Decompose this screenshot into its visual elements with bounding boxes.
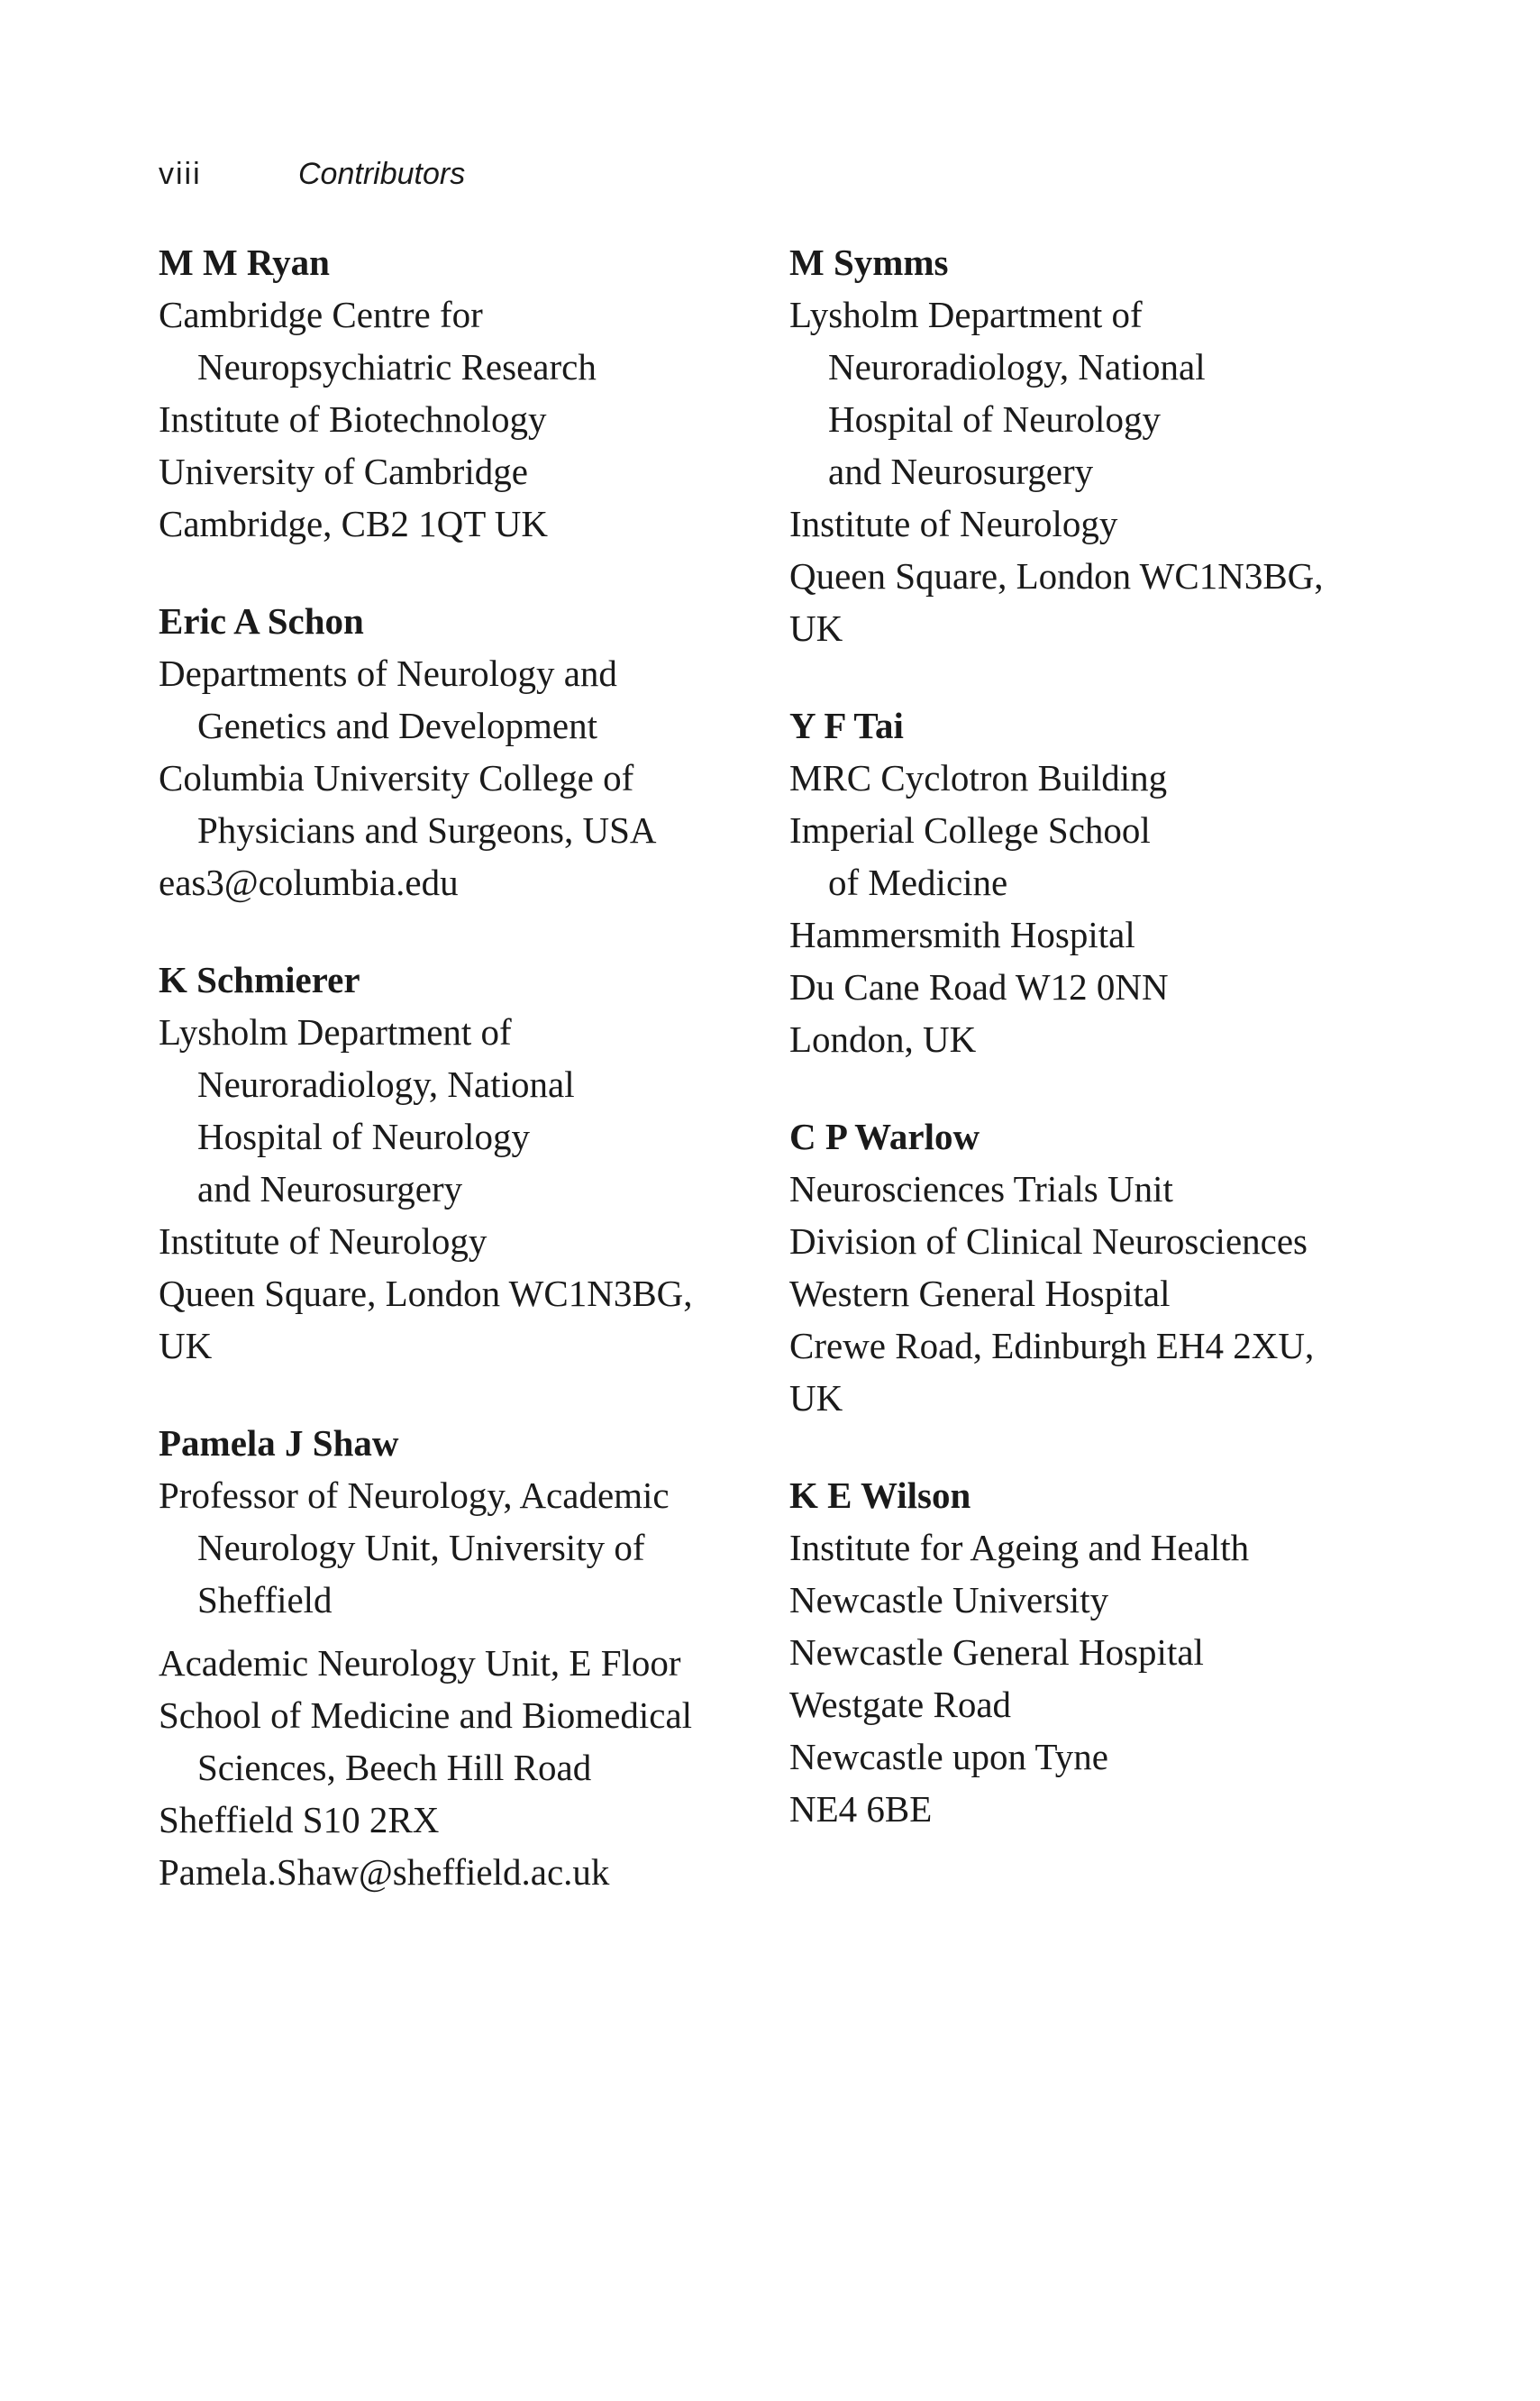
contributor-entry [159, 236, 771, 550]
affiliation-line: Newcastle General Hospital [789, 1631, 1204, 1673]
right-column [789, 236, 1402, 1880]
affiliation-line: eas3@columbia.edu [159, 862, 459, 903]
contributor-entry [789, 699, 1402, 1065]
contributor-entry [789, 236, 1402, 654]
affiliation-line: Physicians and Surgeons, USA [197, 809, 657, 851]
affiliation-line: Newcastle University [789, 1579, 1109, 1620]
contributor-name: K Schmierer [159, 959, 360, 1000]
contributor-entry [789, 1469, 1402, 1835]
affiliation-line: Du Cane Road W12 0NN [789, 966, 1169, 1008]
affiliation-line: Lysholm Department of [159, 1011, 512, 1053]
contributor-name: M M Ryan [159, 242, 330, 283]
affiliation-line: Neurology Unit, University of [197, 1527, 645, 1568]
contributor-entry [159, 595, 771, 908]
affiliation-line: Hospital of Neurology [828, 398, 1161, 440]
page-header [159, 151, 465, 196]
affiliation-line: Queen Square, London WC1N3BG, [159, 1273, 693, 1314]
affiliation-line: Hospital of Neurology [197, 1116, 530, 1157]
affiliation-line: Neuroradiology, National [828, 346, 1206, 388]
contributor-entry [159, 1417, 771, 1898]
affiliation-line: Sheffield S10 2RX [159, 1799, 440, 1840]
contributor-name: Eric A Schon [159, 600, 364, 642]
affiliation-line: Departments of Neurology and [159, 653, 617, 694]
affiliation-line: Professor of Neurology, Academic [159, 1474, 670, 1516]
affiliation-line: Crewe Road, Edinburgh EH4 2XU, [789, 1325, 1315, 1366]
contributor-name: Y F Tai [789, 705, 904, 746]
affiliation-line: Sciences, Beech Hill Road [197, 1747, 592, 1788]
affiliation-line: UK [159, 1325, 213, 1366]
affiliation-line: Western General Hospital [789, 1273, 1171, 1314]
affiliation-line: UK [789, 607, 843, 649]
affiliation-line: University of Cambridge [159, 451, 528, 492]
affiliation-line: Institute of Neurology [159, 1220, 488, 1262]
contributor-name: K E Wilson [789, 1474, 971, 1516]
affiliation-line: London, UK [789, 1018, 977, 1060]
affiliation-line: and Neurosurgery [828, 451, 1094, 492]
affiliation-line: Queen Square, London WC1N3BG, [789, 555, 1324, 597]
affiliation-line: Academic Neurology Unit, E Floor [159, 1642, 681, 1684]
affiliation-line: and Neurosurgery [197, 1168, 463, 1210]
contributor-name: Pamela J Shaw [159, 1422, 399, 1464]
contributor-entry [159, 954, 771, 1372]
affiliation-line: Institute of Neurology [789, 503, 1118, 544]
affiliation-line: Cambridge Centre for [159, 294, 483, 335]
affiliation-line: Columbia University College of [159, 757, 634, 799]
running-title: Contributors [298, 157, 466, 191]
affiliation-line: Sheffield [197, 1579, 333, 1620]
affiliation-line: Division of Clinical Neurosciences [789, 1220, 1308, 1262]
affiliation-line: Newcastle upon Tyne [789, 1736, 1108, 1777]
affiliation-line: of Medicine [828, 862, 1008, 903]
contributor-entry [789, 1110, 1402, 1424]
affiliation-line: Cambridge, CB2 1QT UK [159, 503, 549, 544]
affiliation-line: NE4 6BE [789, 1788, 933, 1830]
affiliation-line: UK [789, 1377, 843, 1419]
affiliation-line: MRC Cyclotron Building [789, 757, 1168, 799]
affiliation-line: Institute of Biotechnology [159, 398, 547, 440]
affiliation-line: Westgate Road [789, 1684, 1012, 1725]
affiliation-line: Imperial College School [789, 809, 1151, 851]
affiliation-line: Neurosciences Trials Unit [789, 1168, 1173, 1210]
affiliation-line: Lysholm Department of [789, 294, 1143, 335]
contributor-name: C P Warlow [789, 1116, 980, 1157]
affiliation-line: Neuropsychiatric Research [197, 346, 597, 388]
contributor-name: M Symms [789, 242, 949, 283]
page-number: viii [159, 157, 202, 191]
affiliation-line: Genetics and Development [197, 705, 598, 746]
affiliation-line: Hammersmith Hospital [789, 914, 1135, 955]
affiliation-line: Institute for Ageing and Health [789, 1527, 1250, 1568]
affiliation-line: Pamela.Shaw@sheffield.ac.uk [159, 1851, 610, 1893]
affiliation-line: School of Medicine and Biomedical [159, 1694, 693, 1736]
left-column [159, 236, 771, 1943]
affiliation-line: Neuroradiology, National [197, 1064, 575, 1105]
